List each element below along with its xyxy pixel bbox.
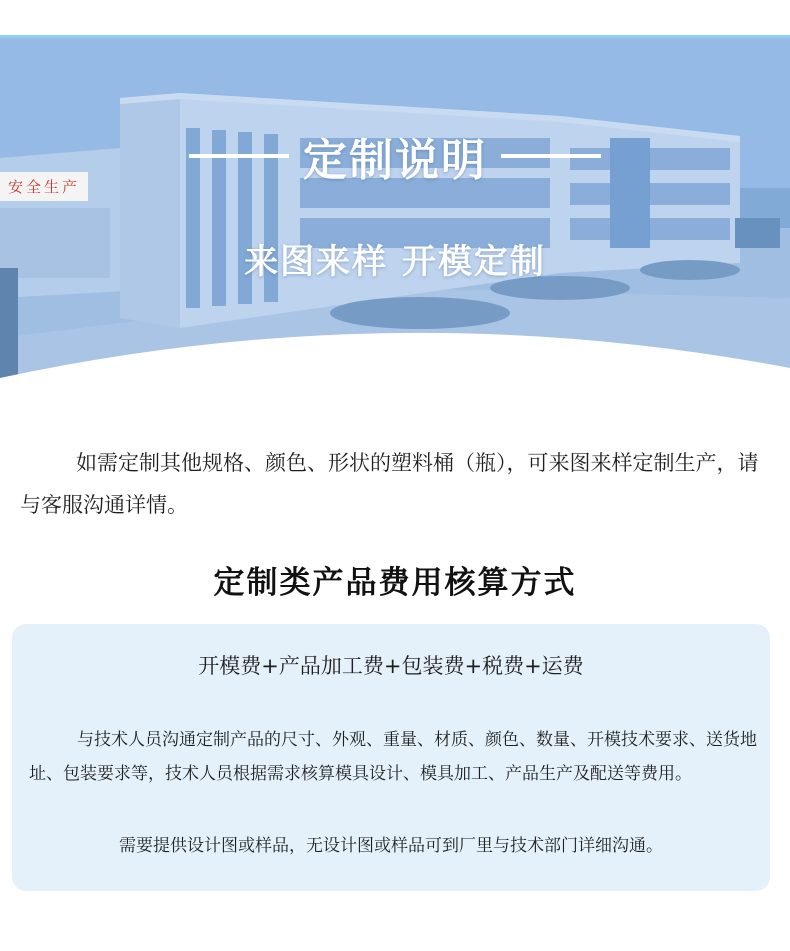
pricing-heading: 定制类产品费用核算方式 bbox=[213, 565, 577, 601]
pricing-formula: 开模费+产品加工费+包装费+税费+运费 bbox=[198, 654, 584, 678]
banner-subtitle: 来图来样 开模定制 bbox=[244, 242, 546, 282]
title-dash-left bbox=[189, 154, 289, 158]
banner-curve bbox=[0, 38, 790, 410]
pricing-note: 需要提供设计图或样品，无设计图或样品可到厂里与技术部门详细沟通。 bbox=[119, 836, 663, 856]
factory-sign: 安全生产 bbox=[0, 172, 88, 201]
intro-paragraph: 如需定制其他规格、颜色、形状的塑料桶（瓶），可来图来样定制生产，请与客服沟通详情。 bbox=[20, 451, 759, 517]
hero-banner bbox=[0, 38, 790, 410]
banner-title: 定制说明 bbox=[303, 135, 487, 186]
title-dash-right bbox=[501, 154, 601, 158]
pricing-card bbox=[12, 624, 770, 891]
pricing-detail: 与技术人员沟通定制产品的尺寸、外观、重量、材质、颜色、数量、开模技术要求、送货地址、包装要求等，技术人员根据需求核算模具设计、模具加工、产品生产及配送等费用。 bbox=[29, 730, 757, 784]
banner-title-row bbox=[0, 124, 790, 188]
